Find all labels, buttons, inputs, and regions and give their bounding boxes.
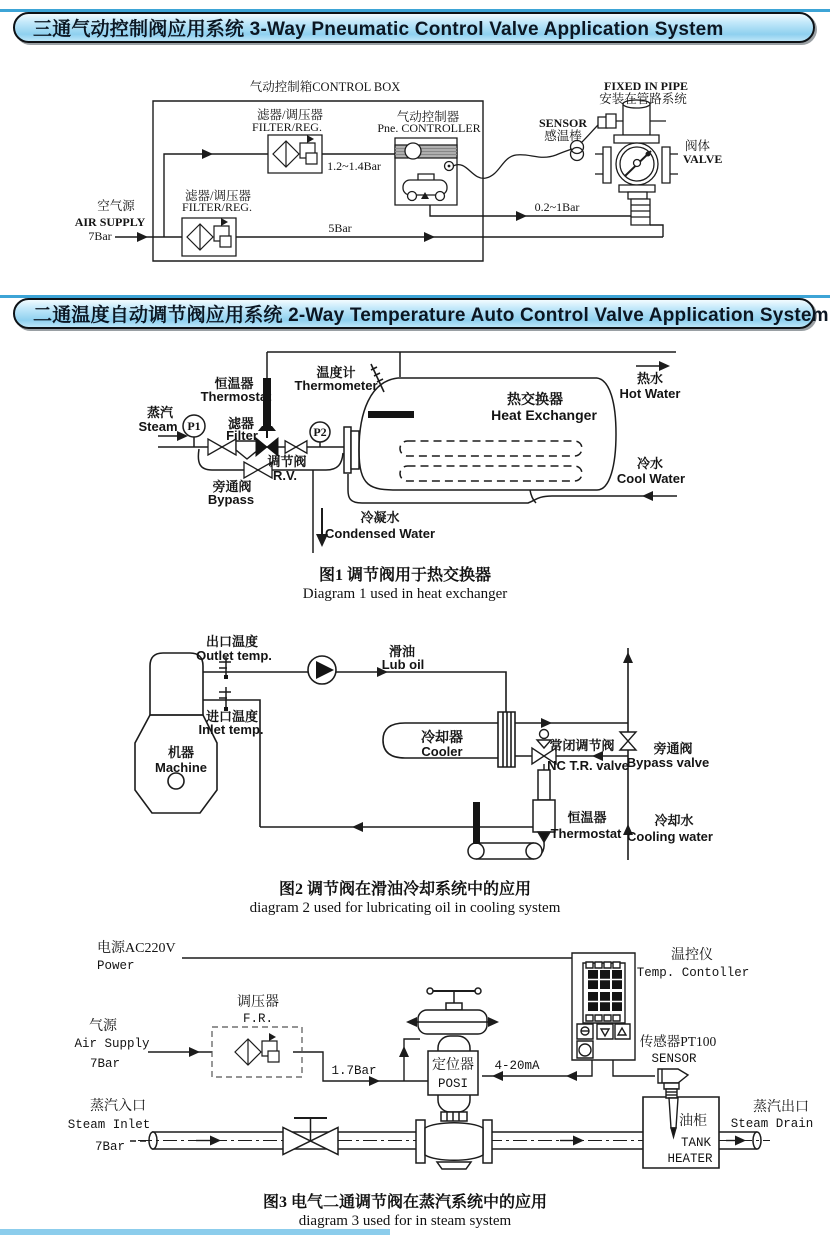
hx-label-cn: 热交换器 xyxy=(507,391,563,407)
cooler-label-en: Cooler xyxy=(421,744,463,759)
caption-diagram-1 xyxy=(0,562,810,603)
temp-controller-label-cn: 温控仪 xyxy=(671,948,713,963)
controller-button-up xyxy=(615,1024,630,1039)
caption-2-cn: 图2 调节阀在滑油冷却系统中的应用 xyxy=(278,881,531,898)
banner-3way xyxy=(13,12,815,43)
signal-4-20ma-label: 4-20mA xyxy=(494,1059,540,1073)
nc-valve-label-cn: 常闭调节阀 xyxy=(549,738,615,753)
diagram-steam-system xyxy=(0,930,830,1188)
steam-inlet-label-cn: 蒸汽入口 xyxy=(90,1099,146,1114)
tank-label-cn: 油柜 xyxy=(679,1114,707,1129)
machine-label-en: Machine xyxy=(154,760,208,775)
diagram-heat-exchanger xyxy=(0,340,830,558)
cool-water-label-cn: 冷水 xyxy=(636,456,664,471)
filter-label-cn: 滤器 xyxy=(227,416,255,431)
air-label-en: Air Supply xyxy=(74,1037,150,1051)
power-label-en: Power xyxy=(97,959,135,973)
filter-regulator-upper-icon xyxy=(268,135,322,173)
fr-unit-icon xyxy=(212,1027,302,1077)
air-supply-pressure: 7Bar xyxy=(88,229,112,243)
air-pressure-label: 7Bar xyxy=(89,1057,121,1071)
thermostat-label-cn2: 恒温器 xyxy=(567,810,607,825)
steam-label-en: Steam xyxy=(138,419,178,434)
cool-water-label-en: Cool Water xyxy=(616,471,686,486)
gauge-p1 xyxy=(183,415,205,447)
lub-oil-label-cn: 滑油 xyxy=(388,644,416,659)
bypass-label-cn: 旁通阀 xyxy=(212,479,252,494)
hot-water-label-cn: 热水 xyxy=(636,371,664,386)
heat-exchanger-vessel xyxy=(344,378,616,490)
outlet-temp-label-en: Outlet temp. xyxy=(196,648,272,663)
caption-3-cn: 图3 电气二通调节阀在蒸汽系统中的应用 xyxy=(262,1194,547,1211)
power-label-cn: 电源AC220V xyxy=(97,941,176,956)
positioner-label-cn: 定位器 xyxy=(432,1058,474,1073)
steam-drain-label-en: Steam Drain xyxy=(730,1117,814,1131)
temp-controller-icon xyxy=(572,953,635,1060)
bypass-label-en: Bypass xyxy=(207,492,255,507)
air-supply-label-cn: 空气源 xyxy=(97,199,135,213)
capillary-loop-icon xyxy=(468,802,542,859)
valve-label-cn: 阀体 xyxy=(685,139,711,153)
cooler-label-cn: 冷却器 xyxy=(421,729,463,745)
condensed-label-cn: 冷凝水 xyxy=(360,510,400,525)
rv-label-cn: 调节阀 xyxy=(267,454,307,469)
fixed-in-pipe-label-cn: 安装在管路系统 xyxy=(599,92,687,106)
banner-2way-title: 二通温度自动调节阀应用系统 2-Way Temperature Auto Control Valve Application System xyxy=(33,305,829,326)
thermometer-label-cn: 温度计 xyxy=(316,365,356,380)
sensor-label-cn: 感温棒 xyxy=(544,129,582,143)
inlet-temp-label-en: Inlet temp. xyxy=(198,722,264,737)
steam-label-cn: 蒸汽 xyxy=(146,405,174,420)
thermostat-label-en2: Thermostat xyxy=(550,826,622,841)
inlet-temp-probe-icon xyxy=(219,687,231,711)
rv-label-en: R.V. xyxy=(272,468,298,483)
filter-reg-upper-label-en: FILTER/REG. xyxy=(252,120,322,134)
sensor-bulb-icon xyxy=(368,411,414,418)
gauge-p2-label: P2 xyxy=(313,425,327,439)
filter-reg-lower-label-cn: 滤器/调压器 xyxy=(185,189,251,203)
air-label-cn: 气源 xyxy=(89,1019,117,1034)
pneumatic-controller-icon xyxy=(395,138,457,205)
pneumatic-controller-label-en: Pne. CONTROLLER xyxy=(377,121,481,135)
bypass-valve-label-cn: 旁通阀 xyxy=(653,741,693,756)
condensed-label-en: Condensed Water xyxy=(324,526,436,541)
banner-2way xyxy=(13,298,829,329)
pressure-label-02-1bar: 0.2~1Bar xyxy=(534,200,580,214)
machine-label-cn: 机器 xyxy=(167,745,195,760)
gauge-p1-label: P1 xyxy=(187,419,201,433)
pressure-label-12-14bar: 1.2~1.4Bar xyxy=(327,159,381,173)
diagram-3way-pneumatic xyxy=(0,55,830,290)
bypass-valve-label-en: Bypass valve xyxy=(626,755,710,770)
hot-water-label-en: Hot Water xyxy=(619,386,681,401)
filter-reg-lower-label-en: FILTER/REG. xyxy=(182,200,252,214)
filter-regulator-lower-icon xyxy=(182,218,236,256)
diagram-lub-oil-cooling xyxy=(0,620,830,872)
pressure-label-5bar: 5Bar xyxy=(328,221,352,235)
steam-inlet-label-en: Steam Inlet xyxy=(67,1118,151,1132)
caption-3-en: diagram 3 used for in steam system xyxy=(298,1213,512,1229)
control-box-label: 气动控制箱CONTROL BOX xyxy=(249,80,401,94)
pt100-label-en: SENSOR xyxy=(651,1052,697,1066)
thermostat-label-en: Thermostat xyxy=(200,389,272,404)
gauge-p2 xyxy=(310,422,330,447)
filter-icon xyxy=(236,441,258,459)
positioner-label-en: POSI xyxy=(437,1077,469,1091)
caption-2-en: diagram 2 used for lubricating oil in cooling system xyxy=(249,900,561,916)
banner-3way-title: 三通气动控制阀应用系统 3-Way Pneumatic Control Valve Application System xyxy=(33,19,724,40)
sensor-label-en: SENSOR xyxy=(538,116,588,130)
thermostat-label-cn: 恒温器 xyxy=(214,376,254,391)
cooling-water-label-en: Cooling water xyxy=(627,829,713,844)
pt100-label-cn: 传感器PT100 xyxy=(639,1034,717,1049)
caption-1-cn: 图1 调节阀用于热交换器 xyxy=(318,567,491,584)
tank-label-en2: HEATER xyxy=(667,1152,713,1166)
shutoff-valve-icon-2 xyxy=(285,441,307,453)
pneumatic-controller-label-cn: 气动控制器 xyxy=(396,110,460,124)
steam-drain-label-cn: 蒸汽出口 xyxy=(753,1100,809,1115)
hx-label-en: Heat Exchanger xyxy=(491,407,597,423)
fr-label-cn: 调压器 xyxy=(237,995,279,1010)
page-edge-artifact xyxy=(0,1229,390,1235)
pressure-17bar-label: 1.7Bar xyxy=(331,1064,377,1078)
thermometer-label-en: Thermometer xyxy=(294,378,378,393)
steam-inlet-pressure: 7Bar xyxy=(94,1140,126,1154)
air-supply-label-en: AIR SUPPLY xyxy=(74,215,146,229)
caption-diagram-2 xyxy=(0,876,810,917)
tank-label-en1: TANK xyxy=(680,1136,712,1150)
lub-oil-label-en: Lub oil xyxy=(381,657,425,672)
nc-valve-label-en: NC T.R. valve xyxy=(547,758,629,773)
filter-reg-upper-label-cn: 滤器/调压器 xyxy=(257,108,323,122)
fr-label-en: F.R. xyxy=(242,1012,274,1026)
filter-label-en: Filter xyxy=(226,428,258,443)
valve-label-en: VALVE xyxy=(683,152,723,166)
pump-icon xyxy=(308,656,336,684)
temp-controller-label-en: Temp. Contoller xyxy=(636,966,750,980)
inlet-temp-label-cn: 进口温度 xyxy=(205,709,259,724)
caption-diagram-3 xyxy=(0,1189,810,1230)
cooling-water-label-cn: 冷却水 xyxy=(654,813,694,828)
fixed-in-pipe-label-en: FIXED IN PIPE xyxy=(603,79,689,93)
outlet-temp-label-cn: 出口温度 xyxy=(205,634,259,649)
bypass-valve-icon-2 xyxy=(620,732,636,750)
caption-1-en: Diagram 1 used in heat exchanger xyxy=(302,586,508,602)
